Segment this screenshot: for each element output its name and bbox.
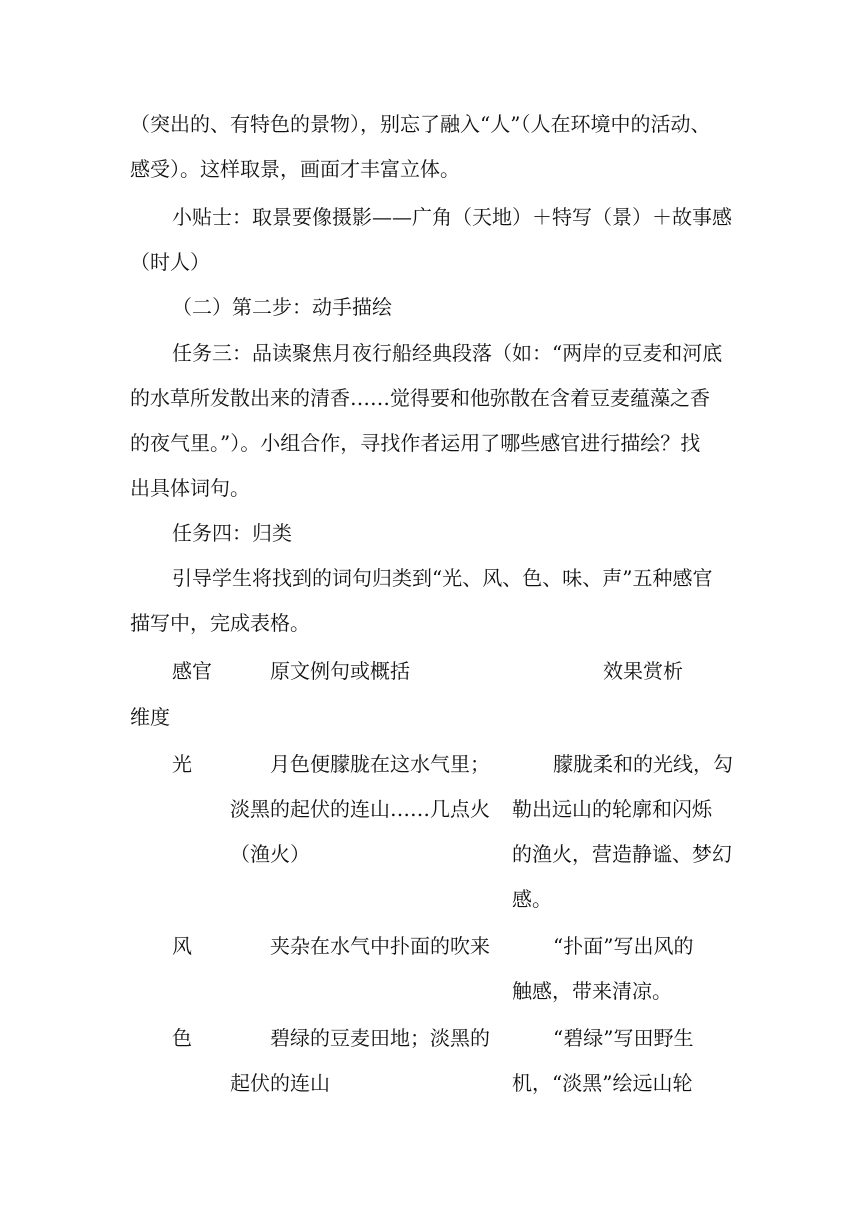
table-row-example: （渔火） <box>230 842 310 866</box>
tip-line: 小贴士：取景要像摄影——广角（天地）＋特写（景）＋故事感 <box>172 205 732 229</box>
section-heading: （二）第二步：动手描绘 <box>172 295 392 319</box>
table-header-effect: 效果赏析 <box>603 659 683 683</box>
task-line: 的夜气里。”）。小组合作，寻找作者运用了哪些感官进行描绘？找 <box>130 431 701 455</box>
paragraph-line: （突出的、有特色的景物），别忘了融入“人”（人在环境中的活动、 <box>130 112 711 136</box>
table-row-effect: “碧绿”写田野生 <box>553 1026 694 1050</box>
table-row-sense: 光 <box>172 752 192 776</box>
table-row-effect: 感。 <box>512 887 552 911</box>
table-row-effect: 触感，带来清凉。 <box>512 979 672 1003</box>
table-header-example: 原文例句或概括 <box>270 659 410 683</box>
table-row-example: 夹杂在水气中扑面的吹来 <box>270 934 490 958</box>
paragraph-line: 感受）。这样取景，画面才丰富立体。 <box>130 157 460 181</box>
table-row-sense: 风 <box>172 934 192 958</box>
table-row-example: 碧绿的豆麦田地；淡黑的 <box>270 1026 490 1050</box>
table-header-sense: 感官 <box>172 659 212 683</box>
table-row-example: 月色便朦胧在这水气里； <box>270 752 490 776</box>
task-line: 的水草所发散出来的清香……觉得要和他弥散在含着豆麦蕴藻之香 <box>130 386 710 410</box>
table-row-effect: 机，“淡黑”绘远山轮 <box>512 1071 693 1095</box>
table-row-effect: 朦胧柔和的光线，勾 <box>553 752 733 776</box>
table-header-dimension: 维度 <box>130 705 170 729</box>
table-row-effect: 勒出远山的轮廓和闪烁 <box>512 797 712 821</box>
guide-line: 描写中，完成表格。 <box>130 611 310 635</box>
task-line: 出具体词句。 <box>130 476 250 500</box>
table-row-sense: 色 <box>172 1026 192 1050</box>
table-row-example: 起伏的连山 <box>230 1071 330 1095</box>
table-row-effect: 的渔火，营造静谧、梦幻 <box>512 842 732 866</box>
task-heading: 任务四：归类 <box>172 521 292 545</box>
guide-line: 引导学生将找到的词句归类到“光、风、色、味、声”五种感官 <box>172 566 713 590</box>
table-row-effect: “扑面”写出风的 <box>553 934 694 958</box>
table-row-example: 淡黑的起伏的连山……几点火 <box>230 797 490 821</box>
task-line: 任务三：品读聚焦月夜行船经典段落（如：“两岸的豆麦和河底 <box>172 341 723 365</box>
tip-line: （时人） <box>130 250 210 274</box>
